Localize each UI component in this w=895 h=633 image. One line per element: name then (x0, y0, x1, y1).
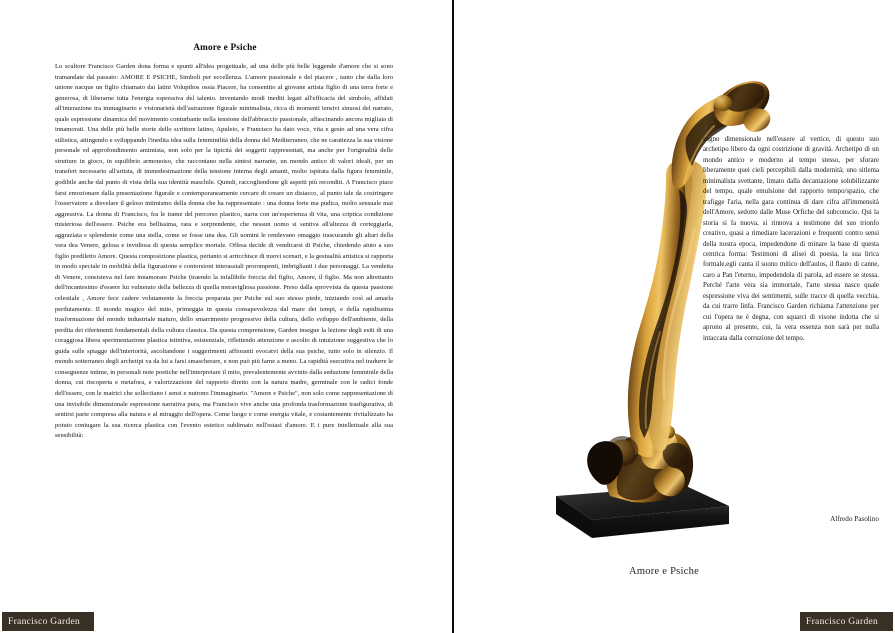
plate-panel (454, 0, 895, 633)
article-body-paragraph: Lo scultore Francisco Garden dona forma e spunti all'idea progettuale, ad una delle più belle leggende d'amore che si sono tramandate dal passato: AMORE E PSICHE, Simboli per eccellenza. L'amore passionale e del piacere , tanto che dalla loro unione nacque un figlio chiamato dai latini Volupthos ossia Piacere, ha consentito al giovane artista figlio di una terra forte e generosa, di liberarne tutta l'energia espressiva del talento. inventando modi inediti legati all'efficacia del simbolo, affidati all'interazione tra immaginario e visionarietà dell'astrazione figurale minimalista, ricca di momenti tensivi sinuosi del narrato, quale espressione dinamica del movimento conturbante nella tensione dell'abbraccio passionale, affascinando ancora migliaia di innamorati. Una delle più belle storie dello scrittore latino, Apuleio, e Francisco ha dato voce, vita e gesto ad una vera cifra stilistica, attingendo e sviluppando l'inedita idea sulla femminilità della donna del Mediterraneo, che ne carattezza la sua visione personale ed approfondimento amimista, non solo per la tipicità dei soggetti rappresentati, ma anche per l'originalità delle strutture in gioco, in equilibrio armonoiso, che raccontano nella sintesi narrante, un mondo antico di valori ideali, per un transfert necessario all'artista, di immedesimazione della tensione interna degli amanti, molto ispirata dalla figura femminile, godibile anche dal punto di vista della sua identità maschile. Quindi, raccogliendone gli aspetti più reconditi. A Francisco piace farsi emozionare dalla presentazione figurale e contemporaneamente cercare di creare un distacco, al punto tale da costringere l'osservatore a disvelare il geloso intimismo della donna che ha rappresentato : una donna forte ma pudica, molto sensuale mai aggressiva. La donna di Francisco, fra le trame del percorso plastico, narra con un'esperienza di vita, una criptica condizione misteriosa dell'essere. Psiche era bellissima, rara e sorprendente, che nessun uomo si sentiva all'altezza di corteggiarla, aggraziata e splendente come una stella, come se fosse una dea. Gli uomini le rendevano omaggio trascurando gli altari della vera dea Venere, gelosa e invidiosa di questa semplice mortale. Offesa decide di vendicarsi di Psiche, chiedendo aiuto a suo figlio prediletto Amore. Questa composizione plastica, pertanto si arricchisce di nuovi scenari, e la gestualità artistica si rapporta in modo speciale in mobilità della figurazione e contorsioni interassiali prorompenti, imbriglianti i due personaggi. La vendetta di Venere, consisteva nel fare innamorare Psiche (traendo la infallibile freccia del figlio, Amore, il figlio. Ma non altrettanto dell'incantesimo d'essere lui vulnerato della bellezza di quella meravigliosa passione. Preso dalla sprovvista da questa passione celestiale , Amore fece cadere volutamente la freccia preparata per Psiche sul suo stesso piede, iniziando così ad amarla perdutamente. Il mondo magico del mito, primeggia in questa consapevolezza dal mare dei tempi, e della rapidissima trasformazione del mondo industriale maturo, dello smarrimento progressivo della cultura, dello sviluppo dell'ambiente, della perdita dei riferimenti fondamentali della cultura classica. Da questa comprensione, Garden insegue la lezione degli esiti di una coraggiosa libera sperimentazione plastica istintiva, esistenziale, riflettendo attenzione e ascolto di intuizione suggestiva che lo guida sulle spiagge dell'interiorità, ascoltandone i suggerimenti affioranti evocatvi della sua psiche, tutto solo in silenzio. Il mondo sotterraneo degli archetipi va da lui a farsi smascherare, e non può più farne a meno. La rapidità esecutiva nel tradurre le conseguenze intime, in personali note poetiche nell'interpretare il mito, prevalentemente avvinto dalla seduzione femminile della donna, cui riscoperta e metafora, e valorizzazione del rapporto diretto con la natura madre, germinale con le radici fonde dell'essere, con le matrici che sollecitano i sensi e nutrono l'immaginario. "Amore e Psiche", non solo come rappresentazione di una invisibile dimensionale espressione narrativa pura, ma Francisco vive anche una profonda trasformazione trasfigurativa, di sentirsi parte compresa alla natura e al miraggio dell'opera. Come luogo e come energia vitale, e costantemente rivitalizzato ha potuto coniugare la sua ricerca plastica con l'evento estetico sublimato nell'estasi d'amore. E i pure intellettuale alla sua sensibilità: (55, 63, 393, 440)
footer-brand-right (800, 612, 893, 631)
footer-brand-right-label: Francisco Garden (806, 616, 879, 627)
footer-brand-left-label: Francisco Garden (8, 616, 81, 627)
figure-caption: Amore e Psiche (629, 566, 699, 577)
side-commentary-column (703, 135, 879, 344)
commentary-signature: Alfredo Pasolino (830, 515, 879, 523)
article-title: Amore e Psiche (193, 42, 257, 52)
footer-brand-left (2, 612, 94, 631)
article-body (55, 62, 393, 442)
side-commentary-text: sogno dimensionale nell'essere al vertice, di questo suo archetipo libero da ogni costrizione di gravità. Archetipo di un mondo antico e moderno al tempo stesso, per sforare liberamente quei cieli percepibili dalla modernità; uno sitlema minimalista svettante, limato dalla decantazione solubilizzante del tempo, quale emulsione del rapporto tempo/spazio, che trafigge l'aria, nella gara continua di dare cifra all'immensità dell'Amore, sedotto dalle Muse Orfiche del subconscio. Qui la storia si fa nuova, si rinnova a testimone del suo trionfo creativo, quasi a rimediare lacerazioni e frequenti contro sensi della nostra epoca, impedendone di minare la base di questa centrica forma: Testimoni di alisei di poesia, la sua lirica formale,egli canta il suono mitico dell'aulos, il flauto di canne, caro a Pan l'eterno, impedendola di parola, ad essere se stessa. Perché l'arte vera sia immortale, l'arte stessa nasce quale espressione viva dei sentimenti, sulle tracce di quella vecchia, da cui trarre linfa. Francisco Garden richiama l'attenzione per cui l'opera ne è degna, con squarci di visone indotta che si aprono al presente, cui, la vera essenza non sarà per nulla intaccata dalla corruzione del tempo. (703, 136, 879, 342)
